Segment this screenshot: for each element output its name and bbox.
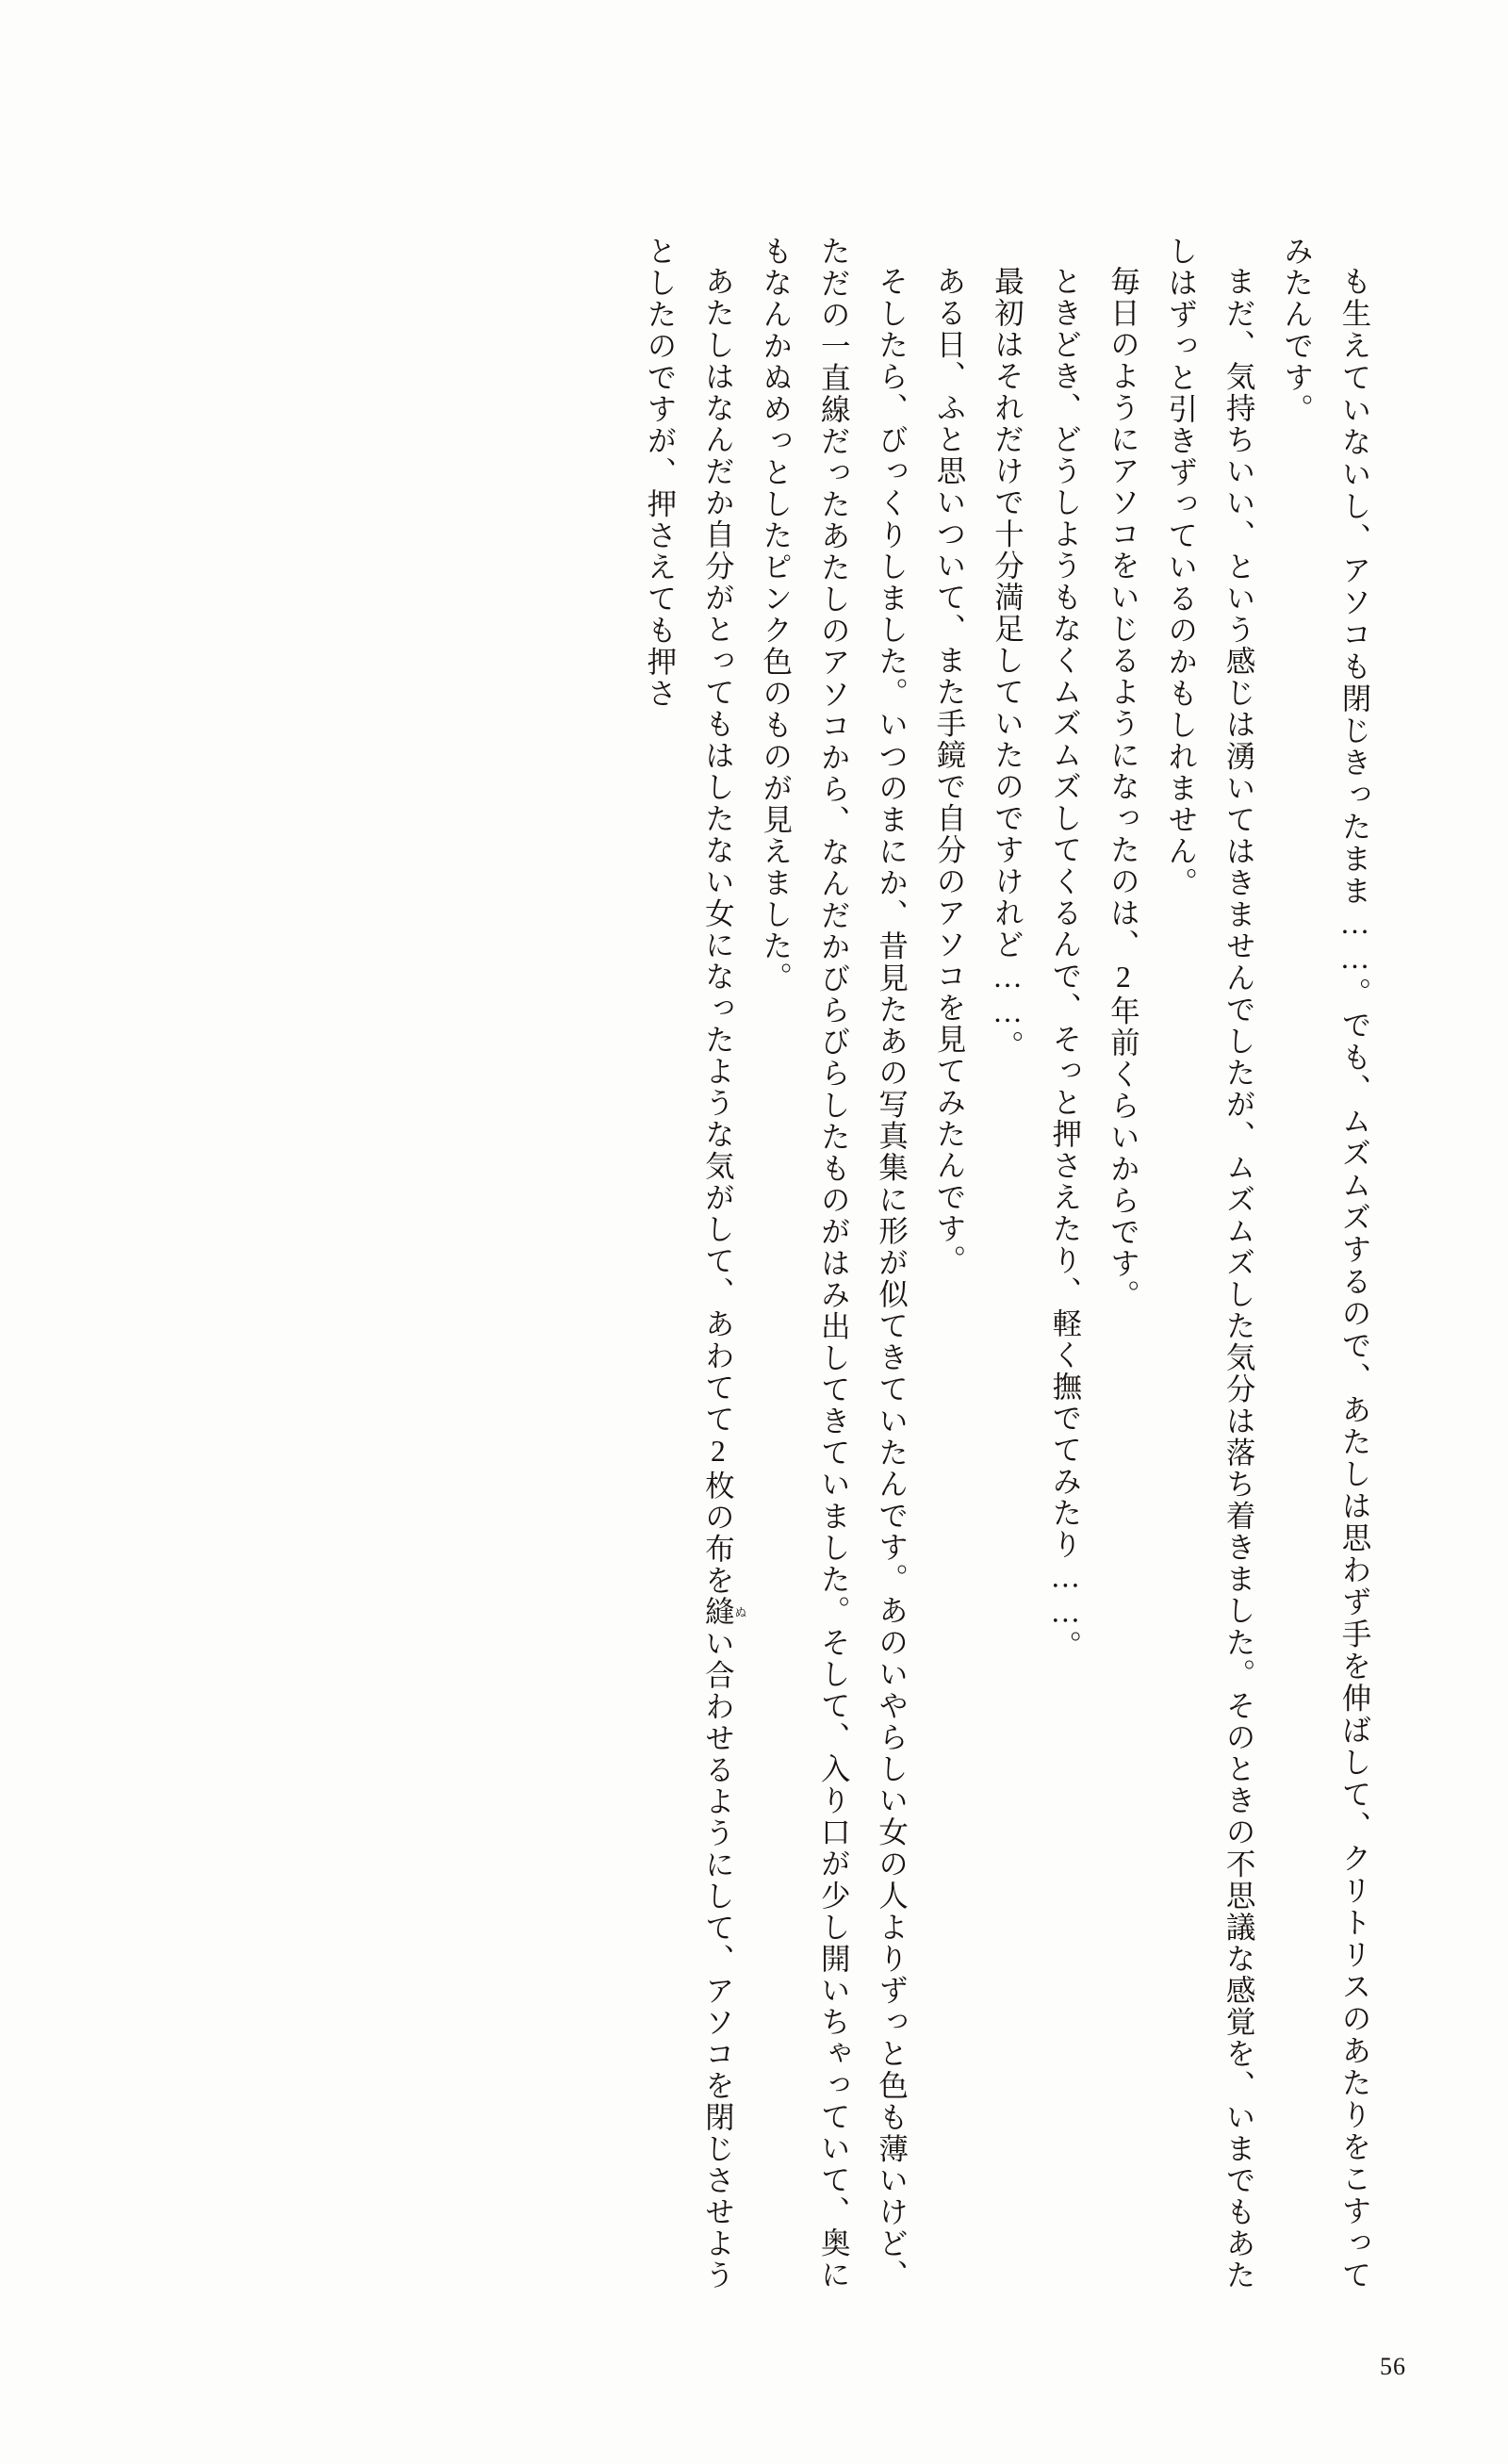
paragraph-with-ruby: あたしはなんだか自分がとってもはしたない女になったような気がして、あわてて2枚の布を縫ぬい合わせるようにして、アソコを閉じさせようとしたのですが、押さえても押さ <box>643 236 747 2292</box>
paragraph: 最初はそれだけで十分満足していたのですけれど……。 <box>991 265 1024 1061</box>
paragraph: ときどき、どうしようもなくムズムズしてくるんで、そっと押さえたり、軽く撫でてみたり……。 <box>1048 265 1082 1662</box>
paragraph: 毎日のようにアソコをいじるようになったのは、2年前くらいからです。 <box>1106 265 1140 1311</box>
paragraph: そしたら、びっくりしました。いつのまにか、昔見たあの写真集に形が似てきていたんです。あのいやらしい女の人よりずっと色も薄いけど、ただの一直線だったあたしのアソコから、なんだかびらびらしたものがはみ出してきていました。そして、入り口が少し開いちゃっていて、奥にもなんかぬめっとしたピンク色のものが見えました。 <box>759 236 909 2291</box>
paragraph: まだ、気持ちいい、という感じは湧いてはきませんでしたが、ムズムズした気分は落ち着きました。そのときの不思議な感覚を、いまでもあたしはずっと引きずっているのかもしれません。 <box>1164 236 1256 2291</box>
paragraph: も生えていないし、アソコも閉じきったまま……。でも、ムズムズするので、あたしは思わず手を伸ばして、クリトリスのあたりをこすってみたんです。 <box>1280 236 1371 2291</box>
ruby-annotation: 縫ぬ <box>701 1595 747 1628</box>
paragraph: ある日、ふと思いついて、また手鏡で自分のアソコを見てみたんです。 <box>933 265 967 1276</box>
page-number: 56 <box>1380 2353 1406 2380</box>
vertical-text-body <box>158 236 1384 2291</box>
ruby-reading: ぬ <box>732 1595 747 1628</box>
